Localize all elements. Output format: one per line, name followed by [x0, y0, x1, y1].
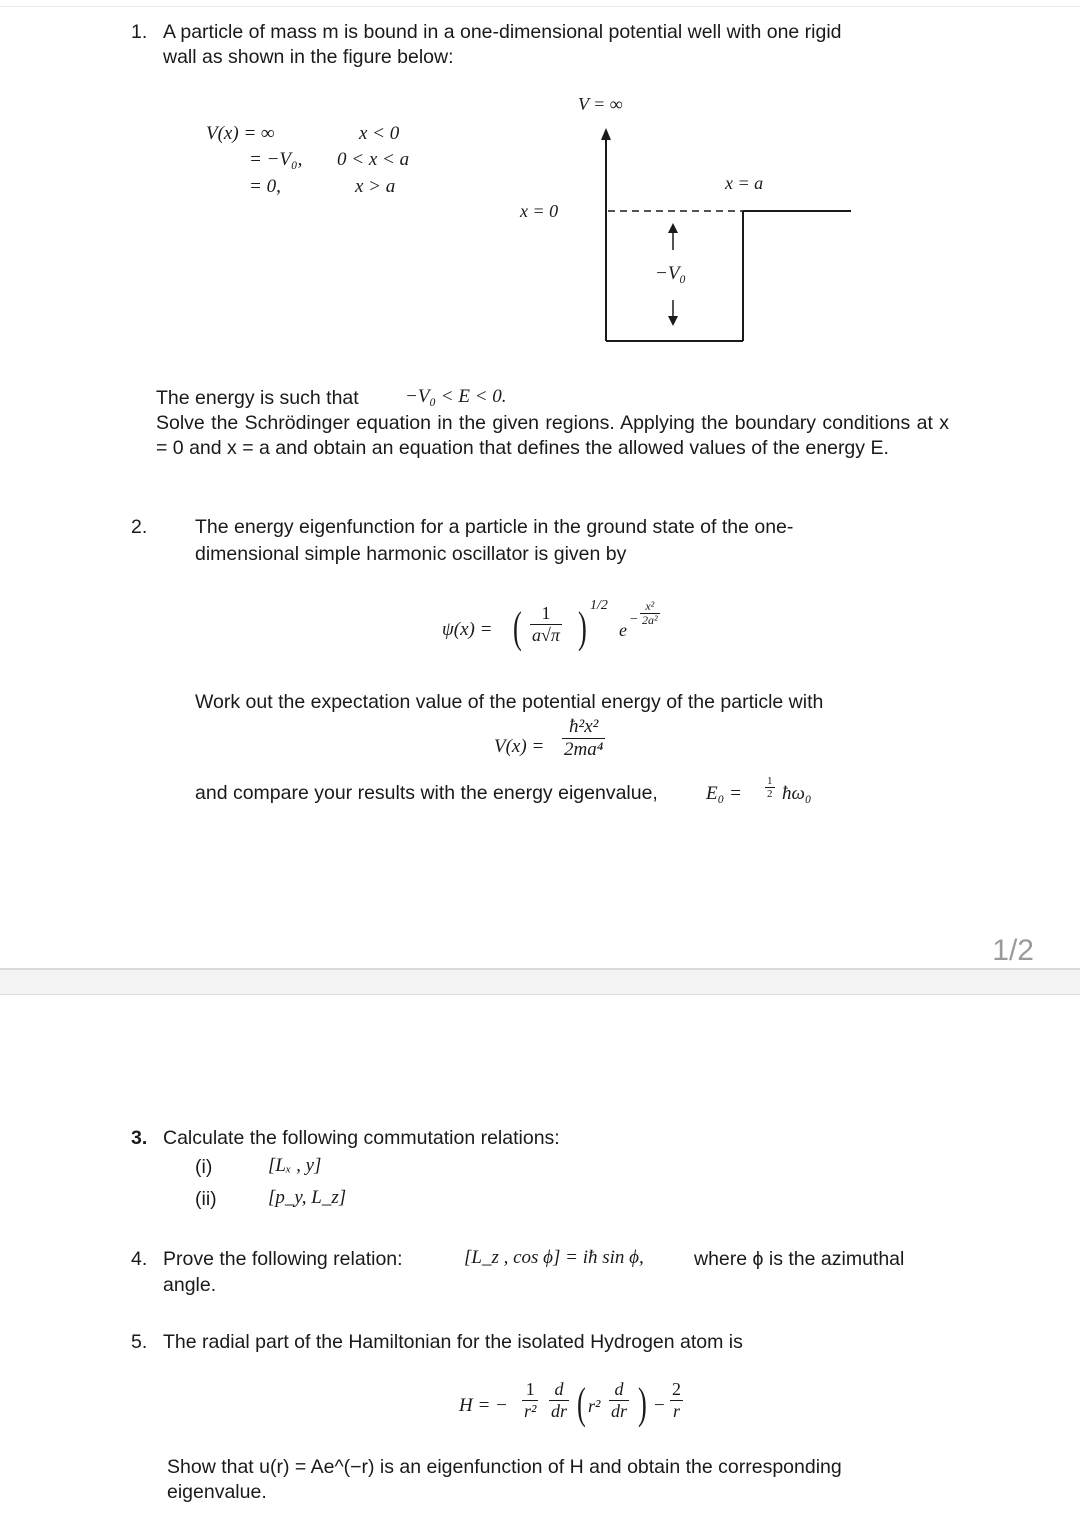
q2-line2: dimensional simple harmonic oscillator is given by	[195, 543, 627, 565]
potential-row1-lhs: V(x) = ∞	[206, 123, 275, 144]
psi-fraction-denominator: a√π	[532, 625, 560, 645]
psi-lhs: ψ(x) =	[442, 619, 493, 640]
psi-exponent-numerator: x²	[640, 600, 660, 614]
psi-exponential-base: e	[619, 620, 627, 640]
h-left-paren: (	[577, 1379, 586, 1428]
q4-text-b: where ϕ is the azimuthal	[694, 1248, 905, 1270]
q2-line4: and compare your results with the energy eigenvalue,	[195, 782, 658, 804]
q1-energy-condition: −V₀ < E < 0.	[405, 386, 507, 407]
v-fraction-numerator: ħ²x²	[562, 716, 605, 739]
q1-line2: wall as shown in the figure below:	[163, 46, 454, 68]
q4-text-a: Prove the following relation:	[163, 1248, 403, 1270]
q3-item-2-label: (ii)	[195, 1188, 217, 1210]
figure-x-zero: x = 0	[520, 201, 559, 221]
h-minus: −	[654, 1395, 665, 1416]
h-fraction-4-numerator: 2	[672, 1379, 681, 1399]
e0-fraction-denominator: 2	[767, 788, 773, 800]
figure-x-a: x = a	[725, 173, 764, 193]
q5-line3: eigenvalue.	[167, 1481, 267, 1503]
e0-fraction	[765, 775, 775, 800]
h-fraction-2-numerator: d	[549, 1379, 569, 1401]
v-fraction	[562, 716, 605, 761]
q5-number: 5.	[131, 1331, 148, 1353]
psi-right-paren: )	[578, 603, 587, 652]
psi-fraction-numerator: 1	[530, 603, 562, 625]
q1-line1: A particle of mass m is bound in a one-dimensional potential well with one rigid	[163, 21, 842, 43]
page-gap	[0, 970, 1080, 995]
potential-row2-cond: 0 < x < a	[337, 149, 410, 170]
potential-row3-cond: x > a	[355, 176, 396, 197]
q4-number: 4.	[131, 1248, 148, 1270]
q1-energy-text: The energy is such that	[156, 387, 359, 409]
h-lhs: H = −	[459, 1395, 508, 1416]
h-fraction-4	[670, 1379, 683, 1422]
figure-v-infinity: V = ∞	[578, 94, 623, 114]
h-fraction-3	[609, 1379, 629, 1422]
e0-lhs: E₀ =	[706, 783, 742, 804]
e0-fraction-numerator: 1	[767, 775, 773, 787]
q4-relation: [L_z , cos ϕ] = iħ sin ϕ,	[464, 1247, 644, 1268]
q5-line2: Show that u(r) = Ae^(−r) is an eigenfunction of H and obtain the corresponding	[167, 1456, 842, 1478]
psi-fraction	[530, 603, 562, 646]
top-divider	[0, 6, 1080, 7]
v-fraction-denominator: 2ma⁴	[564, 739, 604, 760]
psi-exponent-minus: −	[630, 612, 638, 627]
h-fraction-2-denominator: dr	[551, 1401, 568, 1421]
h-fraction-3-numerator: d	[609, 1379, 629, 1401]
q2-line3: Work out the expectation value of the potential energy of the particle with	[195, 691, 824, 713]
q5-line1: The radial part of the Hamiltonian for the isolated Hydrogen atom is	[163, 1331, 743, 1353]
figure-depth-label: −V₀	[655, 263, 687, 284]
q1-number: 1.	[131, 21, 148, 43]
q3-item-1-label: (i)	[195, 1156, 213, 1178]
page-number: 1/2	[992, 934, 1034, 967]
q2-line1: The energy eigenfunction for a particle in the ground state of the one-	[195, 516, 794, 538]
depth-arrow-up-head	[668, 223, 678, 233]
e0-tail: ħω₀	[782, 783, 812, 804]
h-fraction-1-numerator: 1	[522, 1379, 538, 1401]
q3-item-1-expr: [Lₓ , y]	[268, 1155, 322, 1176]
q3-item-2-expr: [p_y, L_z]	[268, 1187, 347, 1208]
v-lhs: V(x) =	[494, 736, 545, 757]
q3-number: 3.	[131, 1127, 148, 1149]
h-fraction-1	[522, 1379, 538, 1422]
depth-arrow-down-head	[668, 316, 678, 326]
h-right-paren: )	[638, 1379, 647, 1428]
potential-row1-cond: x < 0	[359, 123, 400, 144]
psi-left-paren: (	[513, 603, 522, 652]
q2-number: 2.	[131, 516, 148, 538]
psi-exponent-fraction	[640, 600, 660, 627]
h-fraction-2	[549, 1379, 569, 1422]
q3-line1: Calculate the following commutation relations:	[163, 1127, 560, 1149]
h-fraction-4-denominator: r	[672, 1401, 680, 1421]
q1-paragraph: Solve the Schrödinger equation in the given regions. Applying the boundary conditions at x = 0 and x = a and obtain an equation that defines the allowed values of the energy E.	[156, 412, 949, 459]
potential-row2-lhs: = −V₀,	[249, 149, 303, 170]
psi-exponent-denominator: 2a²	[642, 613, 658, 627]
h-r-squared: r²	[588, 1396, 601, 1416]
h-fraction-3-denominator: dr	[611, 1401, 628, 1421]
h-fraction-1-denominator: r²	[524, 1401, 537, 1421]
psi-power: 1/2	[590, 598, 608, 613]
q4-line2: angle.	[163, 1274, 217, 1296]
infinity-arrow-head	[601, 128, 611, 140]
potential-row3-lhs: = 0,	[249, 176, 281, 197]
